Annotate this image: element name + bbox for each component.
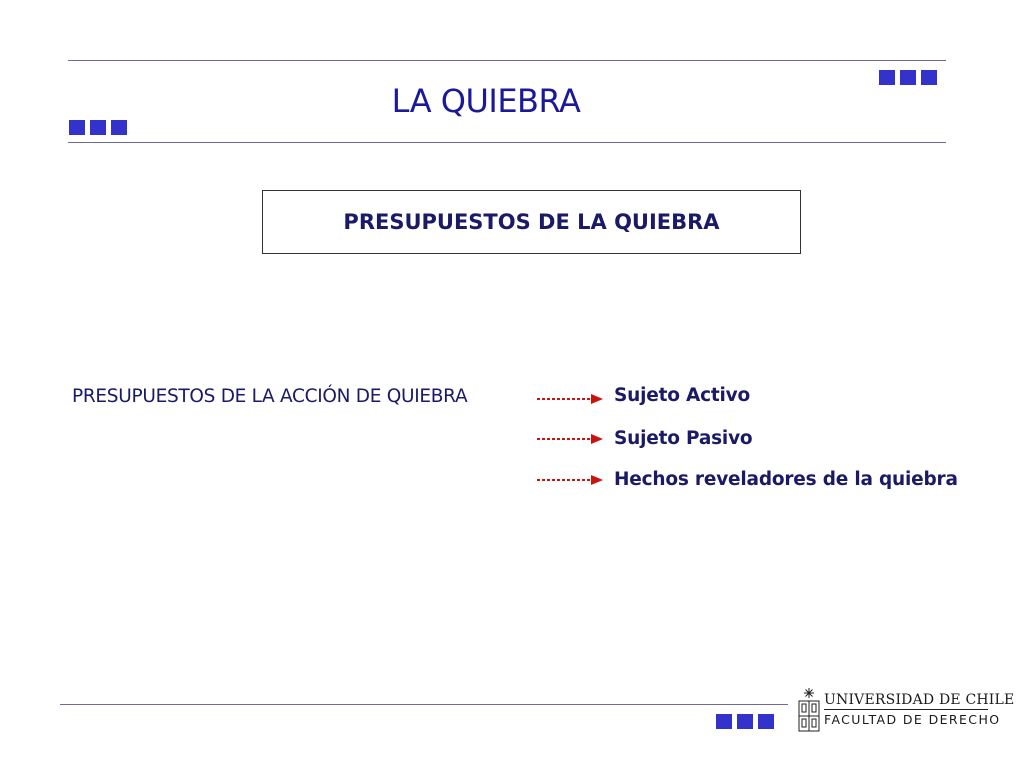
slide-title: LA QUIEBRA xyxy=(391,82,581,120)
heading-box xyxy=(262,190,801,254)
top-right-squares xyxy=(879,70,937,85)
bottom-rule xyxy=(60,704,788,705)
square xyxy=(90,120,106,135)
faculty-name: FACULTAD DE DERECHO xyxy=(824,712,1001,727)
square xyxy=(879,70,895,85)
university-crest-icon xyxy=(796,686,822,734)
main-label: PRESUPUESTOS DE LA ACCIÓN DE QUIEBRA xyxy=(72,386,468,407)
arrow-icon xyxy=(536,432,604,446)
square xyxy=(737,714,753,729)
list-item: Sujeto Pasivo xyxy=(614,428,753,449)
arrow-icon xyxy=(536,392,604,406)
square xyxy=(921,70,937,85)
heading-box-text: PRESUPUESTOS DE LA QUIEBRA xyxy=(343,210,720,234)
square xyxy=(900,70,916,85)
left-squares xyxy=(69,120,127,135)
square xyxy=(758,714,774,729)
square xyxy=(69,120,85,135)
top-rule xyxy=(68,60,946,61)
title-underline-rule xyxy=(68,142,946,143)
list-item: Hechos reveladores de la quiebra xyxy=(614,469,958,490)
square xyxy=(716,714,732,729)
bottom-squares xyxy=(716,714,774,729)
logo-divider xyxy=(824,709,988,710)
square xyxy=(111,120,127,135)
arrow-icon xyxy=(536,473,604,487)
list-item: Sujeto Activo xyxy=(614,385,751,406)
university-name: UNIVERSIDAD DE CHILE xyxy=(824,692,1015,708)
